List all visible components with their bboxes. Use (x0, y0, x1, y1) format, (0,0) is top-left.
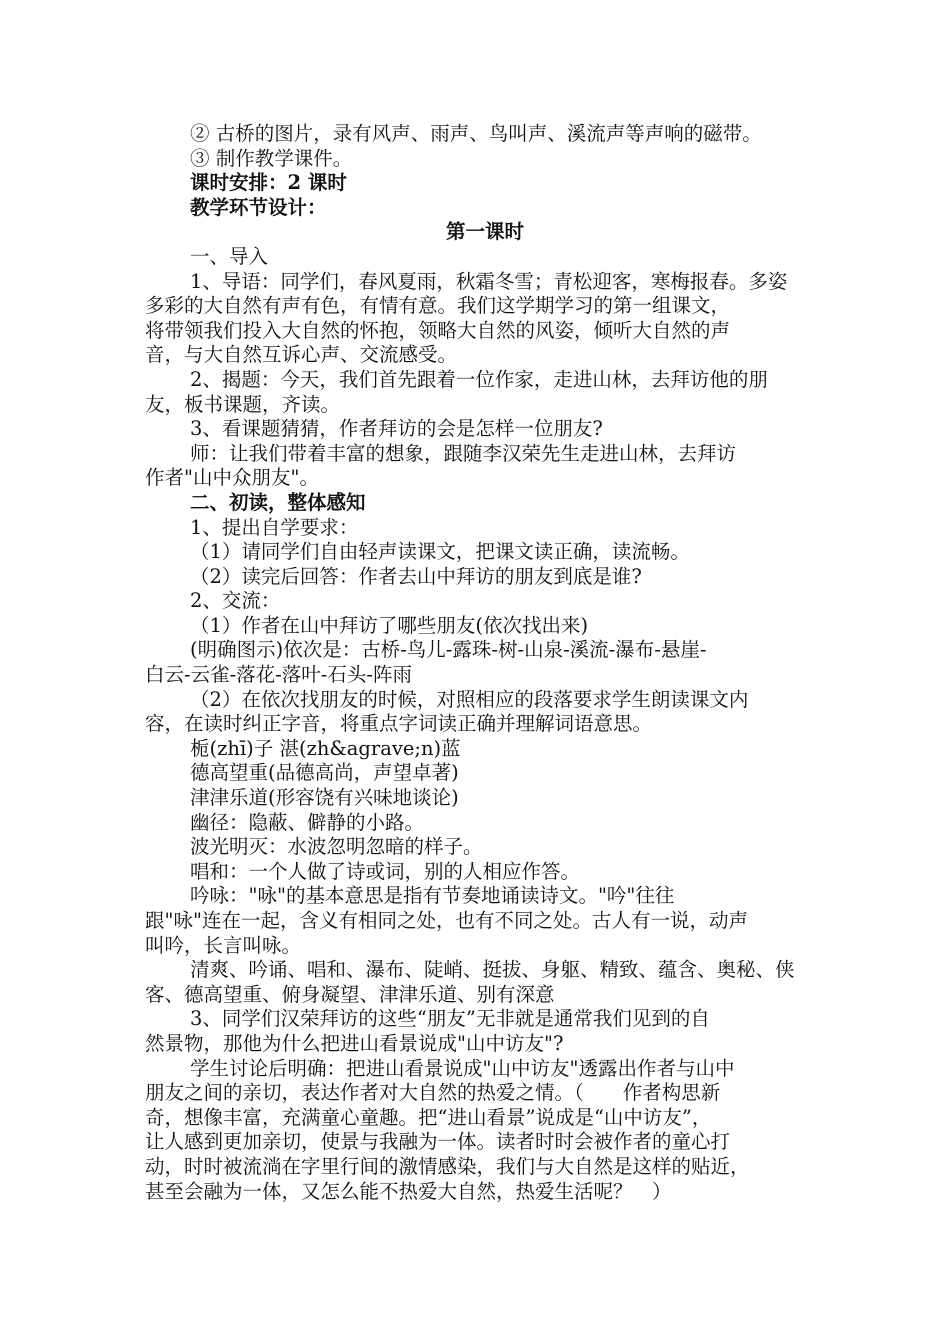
text-line: 栀(zhī)子 湛(zh&agrave;n)蓝 (190, 736, 461, 760)
text-line: 客、德高望重、俯身凝望、津津乐道、别有深意 (145, 982, 555, 1006)
text-line: 然景物，那他为什么把进山看景说成"山中访友"? (145, 1031, 564, 1055)
text-line: 1、导语：同学们，春风夏雨，秋霜冬雪；青松迎客，寒梅报春。多姿 (190, 269, 788, 293)
text-line: 一、导入 (190, 244, 269, 268)
text-line: （1）请同学们自由轻声读课文，把课文读正确，读流畅。 (190, 540, 690, 564)
text-line: 吟咏："咏"的基本意思是指有节奏地诵读诗文。"吟"往往 (190, 884, 675, 908)
text-line: 课时安排：2 课时 (190, 171, 347, 195)
text-line: 师：让我们带着丰富的想象，跟随李汉荣先生走进山林，去拜访 (190, 441, 737, 465)
text-line: 清爽、吟诵、唱和、瀑布、陡峭、挺拔、身躯、精致、蕴含、奥秘、侠 (190, 958, 795, 982)
text-line: （2）读完后回答：作者去山中拜访的朋友到底是谁? (190, 564, 642, 588)
text-line: 音，与大自然互诉心声、交流感受。 (145, 343, 458, 367)
text-line: 二、初读，整体感知 (190, 490, 366, 514)
document-page (145, 122, 825, 1204)
text-line: 2、交流： (190, 589, 281, 613)
text-line: 叫吟，长言叫咏。 (145, 933, 302, 957)
text-line: 3、看课题猜猜，作者拜访的会是怎样一位朋友? (190, 417, 603, 441)
text-line: （1）作者在山中拜访了哪些朋友(依次找出来) (190, 613, 589, 637)
text-line: 德高望重(品德高尚，声望卓著) (190, 761, 459, 785)
text-line: 第一课时 (445, 220, 524, 244)
text-line: 白云-云雀-落花-落叶-石头-阵雨 (145, 663, 412, 687)
text-line: ③ 制作教学课件。 (190, 146, 353, 170)
text-line: 津津乐道(形容饶有兴味地谈论) (190, 786, 459, 810)
text-line: 学生讨论后明确：把进山看景说成"山中访友"透露出作者与山中 (190, 1056, 735, 1080)
text-line: 容，在读时纠正字音，将重点字词读正确并理解词语意思。 (145, 712, 653, 736)
text-line: (明确图示)依次是：古桥-鸟儿-露珠-树-山泉-溪流-瀑布-悬崖- (190, 638, 707, 662)
text-line: 波光明灭：水波忽明忽暗的样子。 (190, 835, 483, 859)
text-line: 幽径：隐蔽、僻静的小路。 (190, 810, 425, 834)
text-line: ② 古桥的图片，录有风声、雨声、鸟叫声、溪流声等声响的磁带。 (190, 122, 762, 145)
text-line: 2、揭题：今天，我们首先跟着一位作家，走进山林，去拜访他的朋 (190, 367, 768, 391)
text-line: 让人感到更加亲切，使景与我融为一体。读者时时会被作者的童心打 (145, 1130, 731, 1154)
text-line: 动，时时被流淌在字里行间的激情感染，我们与大自然是这样的贴近， (145, 1154, 750, 1178)
text-line: 将带领我们投入大自然的怀抱，领略大自然的风姿，倾听大自然的声 (145, 318, 731, 342)
text-line: 跟"咏"连在一起，含义有相同之处，也有不同之处。古人有一说，动声 (145, 909, 748, 932)
text-line: 友，板书课题，齐读。 (145, 392, 341, 416)
text-line: 1、提出自学要求： (190, 515, 359, 539)
text-line: 多彩的大自然有声有色，有情有意。我们这学期学习的第一组课文， (145, 294, 731, 318)
text-line: 作者"山中众朋友"。 (145, 466, 319, 490)
text-line: 奇，想像丰富，充满童心童趣。把“进山看景”说成是“山中访友”， (145, 1105, 712, 1129)
text-line: （2）在依次找朋友的时候，对照相应的段落要求学生朗读课文内 (190, 687, 749, 711)
text-line: 3、同学们汉荣拜访的这些“朋友”无非就是通常我们见到的自 (190, 1007, 710, 1031)
text-line: 朋友之间的亲切，表达作者对大自然的热爱之情。（ 作者构思新 (145, 1081, 721, 1105)
text-line: 教学环节设计： (190, 195, 327, 219)
text-line: 唱和：一个人做了诗或词，别的人相应作答。 (190, 859, 581, 883)
text-line: 甚至会融为一体，又怎么能不热爱大自然，热爱生活呢？ ） (145, 1179, 672, 1203)
